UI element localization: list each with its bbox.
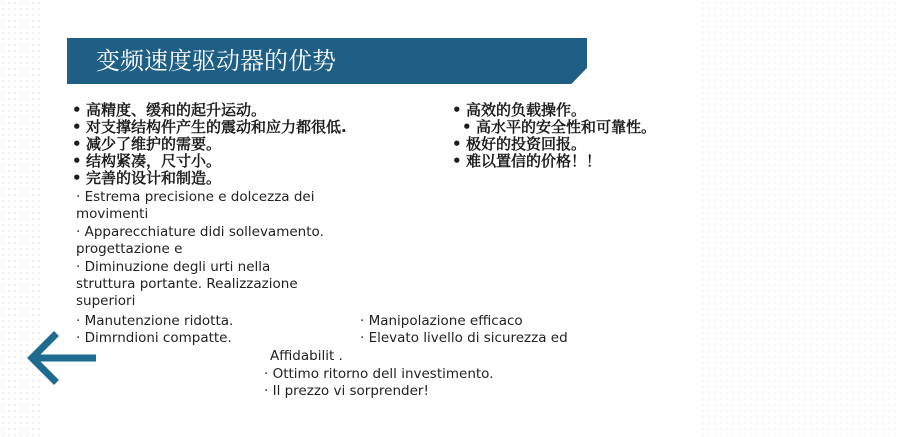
chinese-advantages-right	[452, 102, 656, 170]
italian-text-line: · Diminuzione degli urti nella	[76, 259, 271, 275]
italian-text-line: · Dimrndioni compatte.	[76, 330, 232, 346]
list-item: • 高效的负载操作。	[452, 101, 587, 119]
italian-text-line: · Elevato livello di sicurezza ed	[360, 330, 568, 346]
italian-text-line: Affidabilit .	[270, 348, 343, 364]
list-item: • 结构紧凑，尺寸小。	[72, 152, 222, 170]
italian-text-line: · Il prezzo vi sorprender!	[264, 383, 429, 399]
italian-text-line: · Apparecchiature didi sollevamento.	[76, 224, 324, 240]
italian-text-line: · Manutenzione ridotta.	[76, 313, 234, 329]
italian-text-line: · Ottimo ritorno dell investimento.	[264, 366, 494, 382]
list-item: • 高精度、缓和的起升运动。	[72, 101, 267, 119]
list-item: • 对支撑结构件产生的震动和应力都很低.	[72, 118, 347, 136]
chinese-advantages-left	[72, 102, 347, 187]
italian-text-line: · Estrema precisione e dolcezza dei	[76, 189, 315, 205]
dotted-background-right	[700, 0, 900, 437]
list-item: • 极好的投资回报。	[452, 135, 587, 153]
italian-text-line: superiori	[76, 293, 136, 309]
list-item: • 难以置信的价格！！	[452, 152, 602, 170]
italian-text-line: · Manipolazione efficaco	[360, 313, 523, 329]
left-arrow-icon[interactable]	[24, 330, 98, 386]
list-item: • 减少了维护的需要。	[72, 135, 222, 153]
list-item: • 高水平的安全性和可靠性。	[462, 118, 657, 136]
italian-text-line: struttura portante. Realizzazione	[76, 276, 298, 292]
italian-text-line: movimenti	[76, 206, 149, 222]
italian-text-line: progettazione e	[76, 241, 183, 257]
slide-title: 变频速度驱动器的优势	[96, 47, 336, 75]
list-item: • 完善的设计和制造。	[72, 169, 222, 187]
